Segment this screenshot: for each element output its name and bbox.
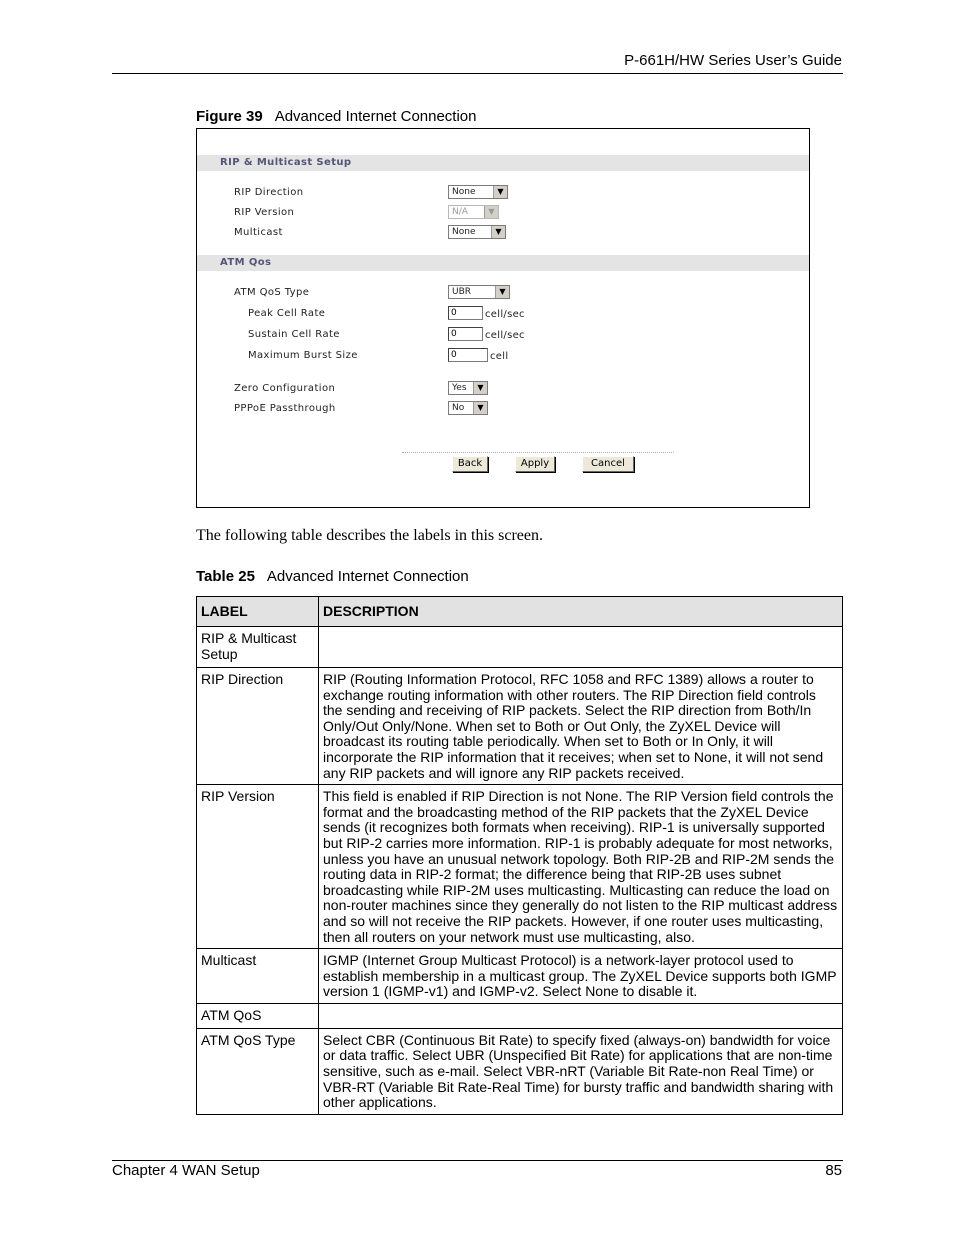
table-caption [196, 568, 469, 585]
atm-section-header: ATM Qos [197, 255, 809, 271]
sustain-cell-rate-unit: cell/sec [485, 330, 525, 341]
row-description [319, 1003, 843, 1028]
chevron-down-icon: ▼ [473, 382, 487, 394]
rip-direction-select[interactable]: None ▼ [448, 185, 508, 199]
max-burst-size-unit: cell [490, 351, 509, 362]
multicast-label: Multicast [234, 227, 283, 238]
header-rule [112, 73, 843, 74]
row-description: Select CBR (Continuous Bit Rate) to specify fixed (always-on) bandwidth for voice or data traffic. Select UBR (Unspecified Bit Rate) for applications that are non-time sensitive, such as e-mail. Select VBR-nRT (Variable Bit Rate-non Real Time) or VBR-RT (Variable Bit Rate-Real Time) for bursty traffic and bandwidth sharing with other applications. [319, 1028, 843, 1114]
peak-cell-rate-input[interactable]: 0 [448, 306, 483, 320]
table-header-row [197, 597, 843, 627]
row-label: Multicast [197, 949, 319, 1004]
chevron-down-icon: ▼ [495, 286, 509, 298]
table-row [197, 1003, 843, 1028]
table-row [197, 668, 843, 785]
max-burst-size-label: Maximum Burst Size [248, 350, 358, 361]
page-number: 85 [825, 1162, 842, 1179]
pppoe-select[interactable]: No ▼ [448, 401, 488, 415]
figure-title: Advanced Internet Connection [274, 108, 477, 125]
rip-direction-label: RIP Direction [234, 187, 304, 198]
row-description: RIP (Routing Information Protocol, RFC 1058 and RFC 1389) allows a router to exchange routing information with other routers. The RIP Direction field controls the sending and receiving of RIP packets. Select the RIP direction from Both/In Only/Out Only/None. When set to Both or Out Only, the ZyXEL Device will broadcast its routing table periodically. When set to Both or In Only, it will incorporate the RIP information that it receives; when set to None, it will not send any RIP packets and will ignore any RIP packets received. [319, 668, 843, 785]
rip-version-label: RIP Version [234, 207, 295, 218]
table-row [197, 949, 843, 1004]
chevron-down-icon: ▼ [473, 402, 487, 414]
figure-caption [196, 108, 477, 125]
back-button[interactable]: Back [452, 456, 488, 472]
apply-button[interactable]: Apply [515, 456, 555, 472]
footer-rule [112, 1160, 843, 1161]
guide-title: P-661H/HW Series User’s Guide [624, 52, 842, 69]
max-burst-size-input[interactable]: 0 [448, 348, 488, 362]
column-header-label: LABEL [197, 597, 319, 627]
sustain-cell-rate-label: Sustain Cell Rate [248, 329, 340, 340]
zero-config-label: Zero Configuration [234, 383, 336, 394]
chevron-down-icon: ▼ [493, 186, 507, 198]
chevron-down-icon: ▼ [484, 206, 498, 218]
figure-label: Figure 39 [196, 108, 263, 125]
table-row [197, 1028, 843, 1114]
multicast-select[interactable]: None ▼ [448, 225, 506, 239]
pppoe-label: PPPoE Passthrough [234, 403, 336, 414]
table-row [197, 785, 843, 949]
atm-qos-type-label: ATM QoS Type [234, 287, 310, 298]
atm-qos-type-select[interactable]: UBR ▼ [448, 285, 510, 299]
cancel-button[interactable]: Cancel [582, 456, 634, 472]
footer-chapter: Chapter 4 WAN Setup [112, 1162, 260, 1179]
rip-section-header: RIP & Multicast Setup [197, 155, 809, 171]
row-label: RIP Direction [197, 668, 319, 785]
row-description [319, 627, 843, 668]
row-description: This field is enabled if RIP Direction is not None. The RIP Version field controls the format and the broadcasting method of the RIP packets that the ZyXEL Device sends (it recognizes both formats when receiving). RIP-1 is universally supported but RIP-2 carries more information. RIP-1 is probably adequate for most networks, unless you have an unusual network topology. Both RIP-2B and RIP-2M sends the routing data in RIP-2 format; the difference being that RIP-2B uses subnet broadcasting while RIP-2M uses multicasting. Multicasting can reduce the load on non-router machines since they generally do not listen to the RIP multicast address and so will not receive the RIP packets. However, if one router uses multicasting, then all routers on your network must use multicasting, also. [319, 785, 843, 949]
screenshot-frame [196, 128, 810, 508]
divider [402, 452, 674, 453]
table-label: Table 25 [196, 568, 255, 585]
table-row [197, 627, 843, 668]
column-header-description: DESCRIPTION [319, 597, 843, 627]
row-description: IGMP (Internet Group Multicast Protocol) is a network-layer protocol used to establish membership in a multicast group. The ZyXEL Device supports both IGMP version 1 (IGMP-v1) and IGMP-v2. Select None to disable it. [319, 949, 843, 1004]
peak-cell-rate-unit: cell/sec [485, 309, 525, 320]
peak-cell-rate-label: Peak Cell Rate [248, 308, 326, 319]
rip-version-select[interactable]: N/A ▼ [448, 205, 499, 219]
row-label: ATM QoS Type [197, 1028, 319, 1114]
sustain-cell-rate-input[interactable]: 0 [448, 327, 483, 341]
table-title: Advanced Internet Connection [266, 568, 469, 585]
chevron-down-icon: ▼ [491, 226, 505, 238]
row-label: RIP Version [197, 785, 319, 949]
zero-config-select[interactable]: Yes ▼ [448, 381, 488, 395]
row-label: ATM QoS [197, 1003, 319, 1028]
description-table [196, 596, 843, 1115]
intro-text: The following table describes the labels in this screen. [196, 527, 544, 544]
row-label: RIP & Multicast Setup [197, 627, 319, 668]
